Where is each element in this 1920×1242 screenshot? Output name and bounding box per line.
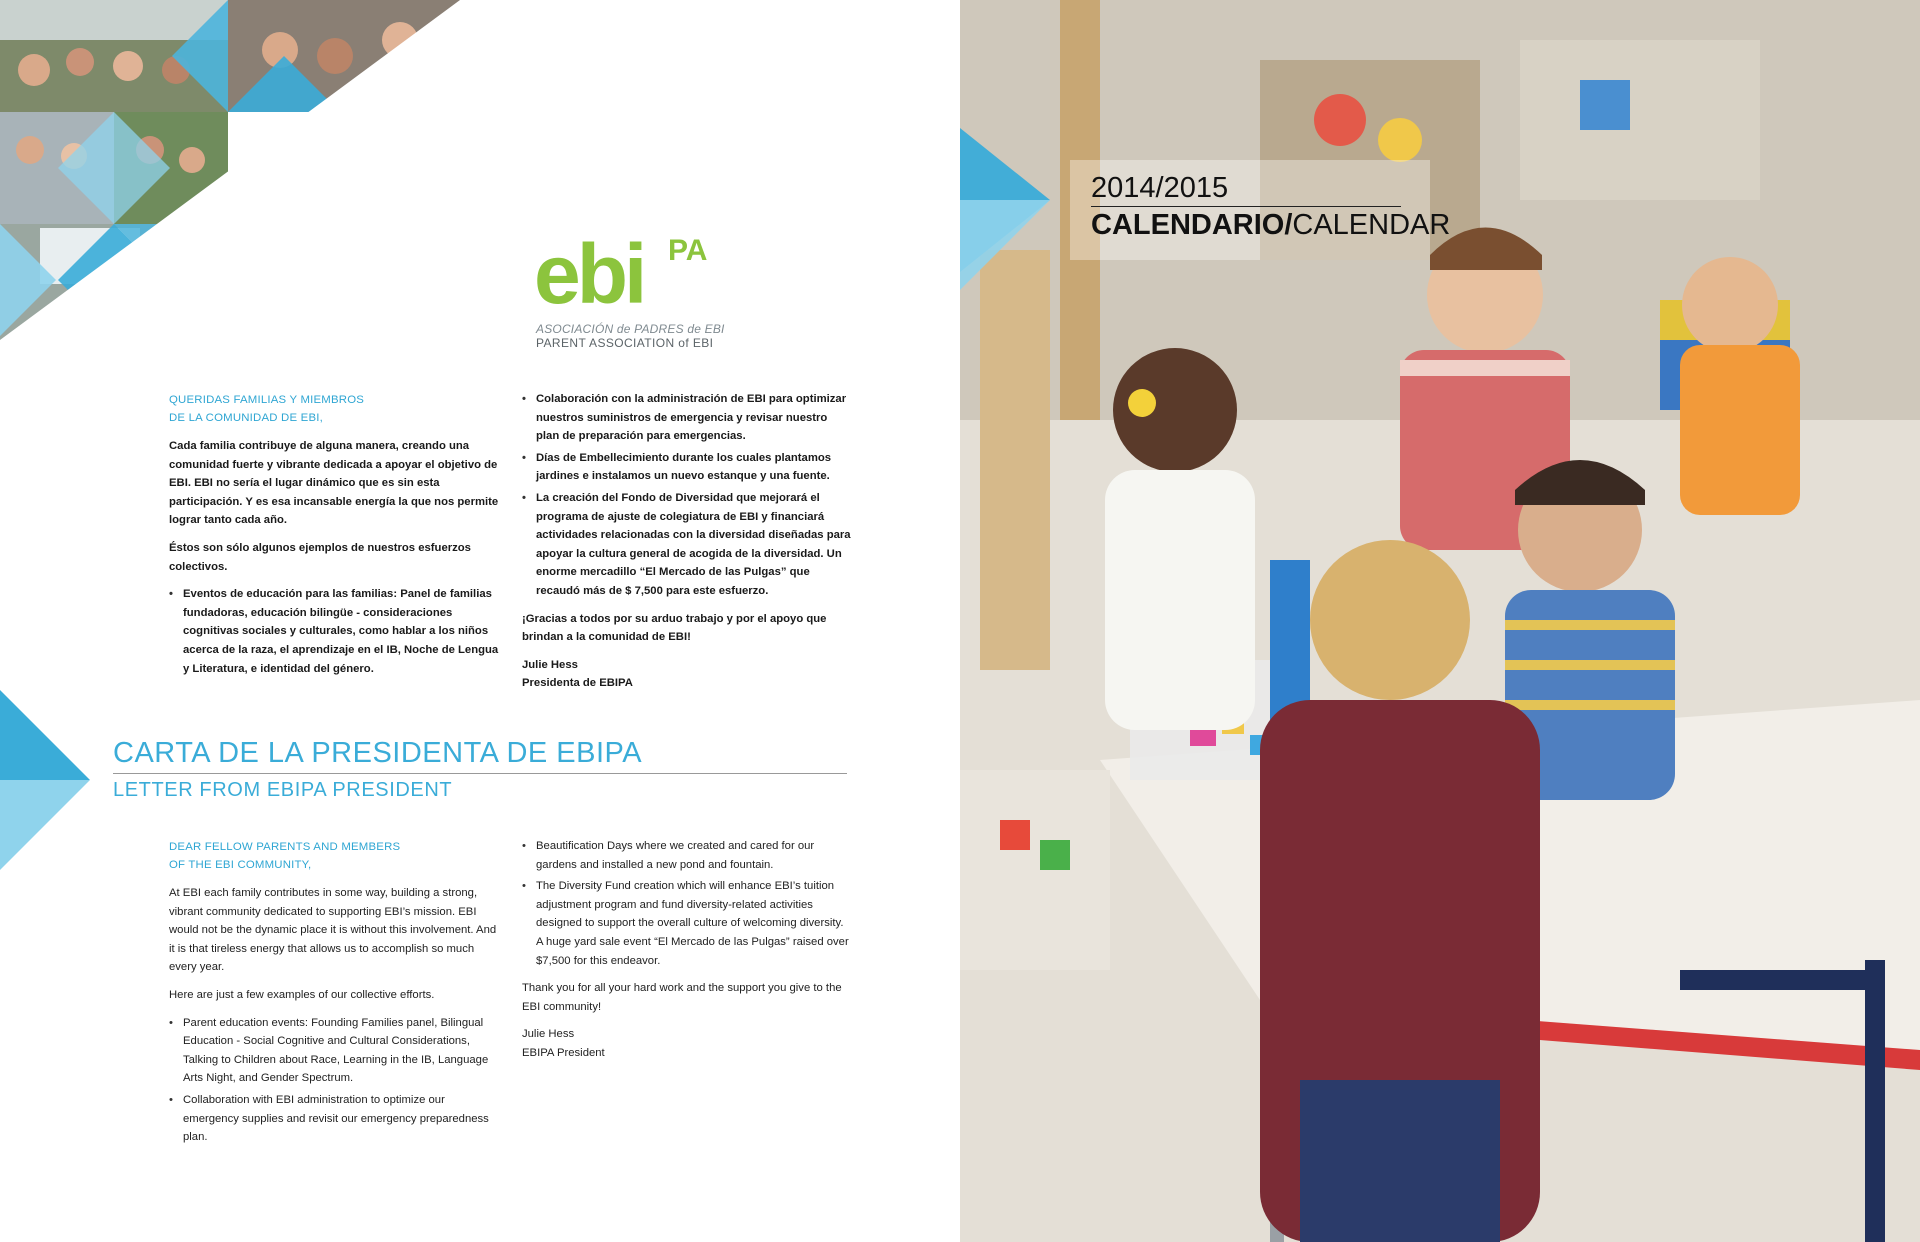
signature-title: EBIPA President: [522, 1046, 605, 1059]
salutation-en-line1: DEAR FELLOW PARENTS AND MEMBERS: [169, 841, 401, 853]
calendar-year: 2014/2015: [1091, 172, 1229, 204]
paragraph: ¡Gracias a todos por su arduo trabajo y por el apoyo que brindan a la comunidad de EBI!: [522, 612, 827, 644]
paragraph: Éstos son sólo algunos ejemplos de nuestros esfuerzos colectivos.: [169, 541, 471, 573]
list-item: • Collaboration with EBI administration to optimize our emergency supplies and revisit our emergency preparedness plan.: [169, 1091, 499, 1147]
heading-es: CARTA DE LA PRESIDENTA DE EBIPA: [113, 737, 643, 769]
signature-name: Julie Hess: [522, 1028, 575, 1041]
logo-pa-text: PA: [668, 234, 708, 267]
paragraph: Here are just a few examples of our collective efforts.: [169, 988, 435, 1001]
list-item: • Beautification Days where we created and cared for our gardens and installed a new pond and fountain.: [522, 837, 852, 874]
bullet-list: [169, 585, 499, 678]
heading-divider: [113, 773, 847, 774]
letter-es-column-1: [169, 391, 499, 687]
list-item: • Parent education events: Founding Families panel, Bilingual Education - Social Cognitive and Cultural Considerations, Talking to Children about Race, Learning in the IB, Language Arts Night, and Gender Spectrum.: [169, 1014, 499, 1088]
list-item: • Días de Embellecimiento durante los cuales plantamos jardines e instalamos un nuevo estanque y una fuente.: [522, 449, 852, 486]
bullet-list: [169, 1014, 499, 1147]
paragraph: Thank you for all your hard work and the support you give to the EBI community!: [522, 982, 842, 1013]
signature-title: Presidenta de EBIPA: [522, 677, 633, 690]
letter-es-column-2: [522, 390, 852, 702]
logo-ebi-text: ebi: [534, 227, 644, 321]
photo-collage: [0, 0, 460, 340]
bullet-list: [522, 390, 852, 601]
right-page: [960, 0, 1920, 1242]
salutation-es-line1: QUERIDAS FAMILIAS Y MIEMBROS: [169, 394, 365, 406]
ebipa-logo: [534, 227, 734, 352]
list-item: • The Diversity Fund creation which will enhance EBI’s tuition adjustment program and fund diversity-related activities designed to support the overall culture of welcoming diversity. A huge yard sale event “El Mercado de las Pulgas” raised over $7,500 for this endeavor.: [522, 877, 852, 970]
heading-en: LETTER FROM EBIPA PRESIDENT: [113, 779, 453, 801]
salutation-es-line2: DE LA COMUNIDAD DE EBI,: [169, 412, 323, 424]
child-figure: [1310, 540, 1470, 700]
calendar-divider: [1091, 206, 1401, 207]
paragraph: Cada familia contribuye de alguna manera, creando una comunidad fuerte y vibrante dedicada a apoyar el objetivo de EBI. EBI no sería el lugar dinámico que es sin esta participación. Y es esa incansable energía la que nos permite lograr tanto cada año.: [169, 440, 499, 527]
calendar-title-bold: CALENDARIO/: [1091, 209, 1293, 241]
salutation-en: [169, 838, 499, 874]
letter-en-column-1: [169, 838, 499, 1156]
signature-name: Julie Hess: [522, 658, 578, 671]
heading-triangles: [0, 690, 90, 870]
child-figure: [1682, 257, 1778, 353]
signature: [522, 656, 852, 693]
list-item: • Colaboración con la administración de EBI para optimizar nuestros suministros de emergencia y revisar nuestro plan de preparación para emergencias.: [522, 390, 852, 446]
logo-subtitle-en: PARENT ASSOCIATION of EBI: [536, 336, 714, 350]
calendar-title: [1091, 209, 1450, 242]
list-item: • Eventos de educación para las familias: Panel de familias fundadoras, educación bilingüe - consideraciones cognitivas sociales y culturales, como hablar a los niños acerca de la raza, el aprendizaje en el IB, Noche de Lengua y Literatura, e identidad del género.: [169, 585, 499, 678]
bullet-list: [522, 837, 852, 970]
logo-subtitle-es: ASOCIACIÓN de PADRES de EBI: [536, 322, 725, 336]
letter-en-column-2: [522, 837, 852, 1072]
calendar-title-light: CALENDAR: [1292, 209, 1451, 241]
signature: [522, 1025, 852, 1062]
paragraph: At EBI each family contributes in some way, building a strong, vibrant community dedicated to supporting EBI’s mission. EBI would not be the dynamic place it is without this involvement. And it is that tireless energy that allows us to accomplish so much every year.: [169, 887, 497, 974]
salutation-es: [169, 391, 499, 427]
list-item: • La creación del Fondo de Diversidad que mejorará el programa de ajuste de colegiatura de EBI y financiará actividades relacionadas con la diversidad diseñadas para apoyar la cultura general de acogida de la diversidad. Un enorme mercadillo “El Mercado de las Pulgas” que recaudó más de $ 7,500 para este esfuerzo.: [522, 489, 852, 601]
salutation-en-line2: OF THE EBI COMMUNITY,: [169, 859, 312, 871]
